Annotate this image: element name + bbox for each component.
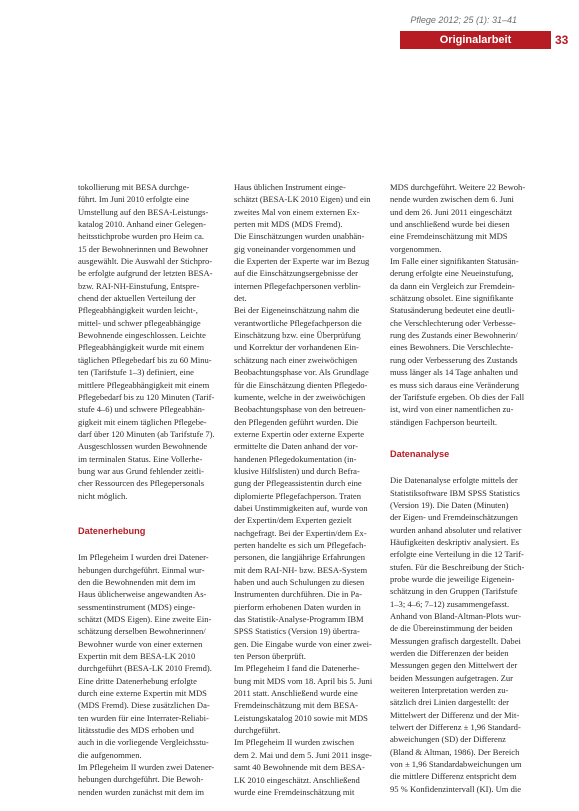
text-line: (Bland & Altman, 1986). Der Bereich — [390, 746, 520, 757]
text-line: zweites Mal von einem externen Ex- — [234, 206, 360, 217]
text-line: Haus üblichen Instrument einge- — [234, 182, 346, 192]
text-line: die Experten der Experte war im Bezug — [234, 256, 370, 267]
text-line: haben und auch Schulungen zu diesen — [234, 577, 365, 587]
text-line: (Version 19). Die Daten (Minuten) — [390, 499, 509, 510]
text-line: Messungen grafisch dargestellt. Dabei — [390, 635, 521, 646]
text-line: derung erfolgte eine Neueinstufung, — [390, 268, 514, 279]
text-line: da dann ein Vergleich zur Fremdein- — [390, 280, 515, 291]
text-line: beiden Messungen aufgetragen. Zur — [390, 672, 513, 683]
text-column-2 — [234, 181, 380, 798]
text-line: Einschätzung bzw. eine Überprüfung — [234, 330, 361, 341]
text-column-3 — [390, 181, 536, 795]
text-line: und anschließend wurde bei diesen — [390, 219, 510, 230]
text-line: Instrumenten durchführen. Die in Pa- — [234, 589, 362, 600]
text-line: 15 der Bewohnerinnen und Bewohner — [78, 243, 209, 254]
text-line: und dem 26. Juni 2011 eingeschätzt — [390, 206, 513, 217]
text-line: muss länger als 14 Tage anhalten und — [390, 367, 518, 378]
text-line: erfolgte eine Verteilung in die 12 Tarif- — [390, 549, 524, 560]
text-line: schätzung derselben Bewohnerinnen/ — [78, 626, 206, 637]
text-line: es muss sich daraus eine Veränderung — [390, 379, 520, 390]
text-line: litätsstudie des MDS erhoben und — [78, 725, 194, 736]
text-line: Leistungskatalog 2010 sowie mit MDS — [234, 712, 368, 723]
text-line: sätzlich drei Linien dargestellt: der — [390, 697, 509, 708]
text-line: mit dem RAI-NH- bzw. BESA-System — [234, 564, 368, 575]
text-line: perten mit MDS (MDS Fremd). — [234, 219, 343, 230]
text-line: internen Pflegefachpersonen verblin- — [234, 280, 361, 291]
text-line: Statistiksoftware IBM SPSS Statistics — [390, 487, 520, 498]
paragraph — [234, 230, 380, 304]
text-line: det. — [234, 293, 247, 304]
text-line: Mittelwert der Differenz und der Mit- — [390, 709, 520, 720]
text-line: schätzt (MDS Eigen). Eine zweite Ein- — [78, 614, 212, 624]
paragraph — [78, 551, 224, 761]
section-banner — [400, 31, 551, 49]
text-line: Beobachtungsphase von den betreuen- — [234, 404, 366, 415]
text-line: SPSS Statistics (Version 19) übertra- — [234, 626, 360, 637]
paragraph — [234, 662, 380, 736]
text-line: Die Einschätzungen wurden unabhän- — [234, 231, 365, 242]
text-line: gen. Die Eingabe wurde von einer zwei- — [234, 638, 372, 649]
text-line: bzw. RAI-NH-Einstufung, Entspre- — [78, 280, 200, 291]
text-line: Pflegeabhängigkeit wurden leicht-, — [78, 305, 198, 316]
text-line: schätzung obsolet. Eine signifikante — [390, 293, 514, 304]
text-line: das Statistik-Analyse-Programm IBM — [234, 614, 364, 625]
text-line: durchgeführt. — [234, 725, 281, 736]
text-line: auch in die vorliegende Vergleichsstu- — [78, 737, 209, 748]
text-line: hebungen durchgeführt. Einmal wur- — [78, 564, 205, 575]
paragraph — [234, 181, 380, 230]
text-line: katalog 2010. Anhand einer Gelegen- — [78, 219, 206, 230]
text-line: dabei Unstimmigkeiten auf, wurde von — [234, 502, 368, 513]
text-line: klusive Hilfslisten) und durch Befra- — [234, 465, 360, 476]
section-label: Originalarbeit — [439, 34, 512, 46]
text-line: der Expertin/dem Experten gezielt — [234, 515, 352, 526]
text-line: samt 40 Bewohnende mit dem BESA- — [234, 762, 365, 773]
text-line: die mittlere Differenz entspricht dem — [390, 771, 517, 782]
text-line: rung oder Verbesserung des Zustands — [390, 354, 518, 365]
text-line: der Eigen- und Fremdeinschätzungen — [390, 512, 518, 523]
text-line: im terminalen Status. Eine Vollerhe- — [78, 453, 203, 464]
text-line: Beobachtungsphase vor. Als Grundlage — [234, 367, 369, 378]
text-line: verantwortliche Pflegefachperson die — [234, 317, 362, 328]
paragraph — [78, 761, 224, 798]
text-line: durch eine externe Expertin mit MDS — [78, 688, 207, 699]
text-line: Expertin mit dem BESA-LK 2010 — [78, 651, 196, 662]
text-line: Im Falle einer signifikanten Statusän- — [390, 256, 519, 267]
text-line: Ausgeschlossen wurden Bewohnende — [78, 441, 208, 452]
text-column-1 — [78, 181, 224, 798]
text-line: Anhand von Bland-Altman-Plots wur- — [390, 611, 522, 621]
text-line: eines Bewohners. Die Verschlechte- — [390, 342, 514, 353]
text-line: stufe 4–6) und schwere Pflegeabhän- — [78, 404, 205, 415]
text-line: externe Expertin oder externe Experte — [234, 428, 365, 439]
text-line: MDS durchgeführt. Weitere 22 Bewoh- — [390, 182, 526, 192]
text-line: diplomierte Pflegefachperson. Traten — [234, 490, 361, 501]
text-line: ten (Tarifstufe 1–3) definiert, eine — [78, 367, 194, 378]
text-line: Bewohner wurde von einer externen — [78, 638, 203, 649]
text-line: Messungen gegen den Mittelwert der — [390, 660, 518, 671]
text-line: nenden wurden zunächst mit dem im — [78, 786, 205, 797]
text-line: mittel- und schwer pflegeabhängige — [78, 317, 201, 328]
text-line: personen, die langjährige Erfahrungen — [234, 552, 365, 563]
text-line: Bewohnende eingeschlossen. Leichte — [78, 330, 206, 341]
text-line: Eine dritte Datenerhebung erfolgte — [78, 675, 197, 686]
text-line: nachgefragt. Bei der Expertin/dem Ex- — [234, 527, 367, 538]
paragraph — [234, 736, 380, 798]
text-line: Häufigkeiten deskriptiv analysiert. Es — [390, 536, 520, 547]
text-line: LK 2010 eingeschätzt. Anschließend — [234, 774, 360, 785]
text-line: täglichen Pflegebedarf bis zu 60 Minu- — [78, 354, 212, 365]
text-line: mittlere Pflegeabhängigkeit mit einem — [78, 379, 210, 390]
text-line: gig voneinander vorgenommen und — [234, 243, 356, 254]
text-line: ständigen Fachperson beurteilt. — [390, 416, 498, 427]
text-line: ten Person überprüft. — [234, 651, 306, 662]
text-line: be erfolgte aufgrund der letzten BESA- — [78, 268, 213, 279]
text-line: den Pflegenden geführt wurden. Die — [234, 416, 359, 427]
text-line: che Verschlechterung oder Verbesse- — [390, 317, 516, 328]
paragraph — [234, 304, 380, 662]
text-line: weiteren Interpretation werden zu- — [390, 685, 509, 696]
text-line: bung war aus Grund fehlender zeitli- — [78, 465, 205, 476]
text-line: heitsstichprobe wurden pro Heim ca. — [78, 231, 205, 242]
text-line: Umstellung auf den BESA-Leistungs- — [78, 206, 209, 217]
paragraph — [390, 255, 536, 428]
text-line: ist, wird von einer namentlichen zu- — [390, 404, 514, 415]
text-line: 1–3; 4–6; 7–12) zusammengefasst. — [390, 598, 510, 609]
text-line: tokollierung mit BESA durchge- — [78, 182, 190, 192]
text-line: Pflegebedarf bis zu 120 Minuten (Tarif- — [78, 391, 215, 402]
text-line: Im Pflegeheim II wurden zwei Datener- — [78, 762, 215, 773]
text-line: stufen. Für die Beschreibung der Stich- — [390, 561, 525, 572]
text-line: gigkeit mit einem täglichen Pflegebe- — [78, 416, 207, 427]
text-line: sessmentinstrument (MDS) einge- — [78, 601, 196, 612]
text-line: wurde eine Fremdeinschätzung mit — [234, 786, 355, 797]
text-line: durchgeführt (BESA-LK 2010 Fremd). — [78, 663, 212, 674]
text-line: dem 2. Mai und dem 5. Juni 2011 insge- — [234, 749, 372, 760]
text-line: 95 % Konfidenzintervall (KI). Um die — [390, 783, 522, 794]
text-line: Fremdeinschätzung mit dem BESA- — [234, 700, 359, 711]
text-line: (MDS Fremd). Diese zusätzlichen Da- — [78, 700, 210, 711]
paragraph — [78, 181, 224, 502]
text-line: schätzung in den Gruppen (Tarifstufe — [390, 586, 518, 597]
text-line: Im Pflegeheim II wurden zwischen — [234, 737, 355, 748]
section-heading-datenerhebung: Datenerhebung — [78, 525, 146, 536]
text-line: wurden anhand absoluter und relativer — [390, 524, 522, 535]
text-line: chend der aktuellen Verteilung der — [78, 293, 196, 304]
text-line: pierform erhobenen Daten wurden in — [234, 601, 361, 612]
page-number: 33 — [555, 33, 569, 47]
text-line: Die Datenanalyse erfolgte mittels der — [390, 475, 518, 486]
text-line: die aufgenommen. — [78, 749, 142, 760]
text-line: den die Bewohnenden mit dem im — [78, 576, 196, 587]
text-line: darf über 120 Minuten (ab Tarifstufe 7). — [78, 428, 215, 439]
text-line: Bei der Eigeneinschätzung nahm die — [234, 305, 360, 316]
text-line: vorgenommen. — [390, 243, 442, 254]
text-line: Im Pflegeheim I wurden drei Datener- — [78, 552, 209, 563]
text-line: eine Fremdeinschätzung mit MDS — [390, 231, 508, 242]
paragraph — [390, 474, 536, 795]
text-line: führt. Im Juni 2010 erfolgte eine — [78, 194, 190, 205]
text-line: perten handelte es sich um Pflegefach- — [234, 539, 367, 550]
text-line: abweichungen (SD) der Differenz — [390, 734, 506, 745]
text-line: und Korrektur der vorhandenen Ein- — [234, 342, 359, 353]
text-line: Haus üblicherweise angewandten As- — [78, 589, 207, 600]
text-line: ten wurden für eine Interrater-Reliabi- — [78, 712, 209, 723]
text-line: hebungen durchgeführt. Die Bewoh- — [78, 774, 204, 785]
text-line: kumente, welche in der zweiwöchigen — [234, 391, 366, 402]
text-line: handenen Pflegedokumentation (in- — [234, 453, 357, 464]
text-line: Statusänderung bedeutet eine deutli- — [390, 305, 515, 316]
text-line: nende wurden zwischen dem 6. Juni — [390, 194, 514, 205]
text-line: bung mit MDS vom 18. April bis 5. Juni — [234, 675, 373, 686]
text-line: auf die Einschätzungsergebnisse der — [234, 268, 358, 279]
text-line: telwert der Differenz ± 1,96 Standard- — [390, 722, 521, 733]
text-line: nicht möglich. — [78, 490, 128, 501]
text-line: Pflegeabhängigkeit wurde mit einem — [78, 342, 205, 353]
text-line: de die Übereinstimmung der beiden — [390, 623, 513, 634]
text-line: probe wurde die jeweilige Eigenein- — [390, 573, 515, 584]
text-line: werden die Differenzen der beiden — [390, 648, 509, 659]
paragraph — [390, 181, 536, 255]
text-line: schätzt (BESA-LK 2010 Eigen) und ein — [234, 194, 371, 205]
text-line: Im Pflegeheim I fand die Datenerhe- — [234, 663, 360, 674]
text-line: von ± 1,96 Standardabweichungen um — [390, 759, 522, 770]
text-line: ermittelte die Daten anhand der vor- — [234, 441, 358, 452]
text-line: ausgewählt. Die Auswahl der Stichpro- — [78, 256, 213, 267]
text-line: cher Ressourcen des Pflegepersonals — [78, 478, 205, 489]
text-line: gung der Pflegeassistentin durch eine — [234, 478, 362, 489]
section-heading-datenanalyse: Datenanalyse — [390, 448, 450, 459]
text-line: 2011 statt. Anschließend wurde eine — [234, 688, 358, 699]
text-line: für die Einschätzung dienten Pflegedo- — [234, 379, 368, 390]
text-line: der Tarifstufe ergeben. Ob dies der Fall — [390, 391, 525, 402]
journal-reference: Pflege 2012; 25 (1): 31–41 — [410, 15, 517, 25]
text-line: schätzung nach einer zweiwöchigen — [234, 354, 358, 365]
text-line: rung des Zustands einer Bewohnerin/ — [390, 330, 518, 341]
